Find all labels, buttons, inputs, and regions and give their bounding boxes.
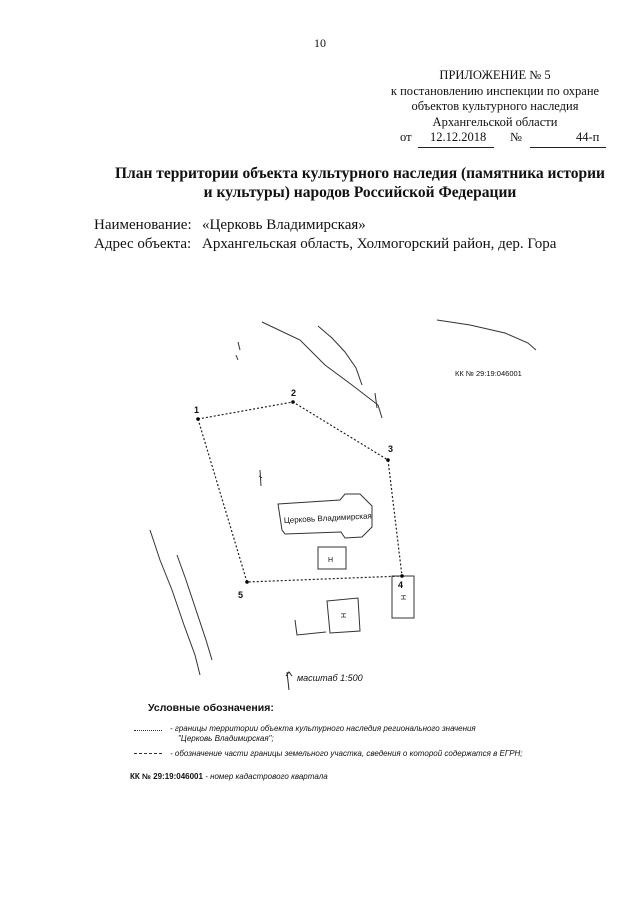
road-line-top	[262, 322, 382, 418]
legend-swatch-territory	[134, 730, 162, 731]
building-label-2: Н	[401, 594, 408, 600]
point-label-5: 5	[238, 590, 244, 600]
point-label-3: 3	[388, 444, 394, 454]
church-label: Церковь Владимирская	[283, 511, 372, 525]
legend-swatch-egrn	[134, 753, 162, 754]
scale-label: масштаб 1:500	[297, 673, 363, 683]
road-stub-top	[375, 393, 377, 408]
legend-item-territory-line-2: "Церковь Владимирская";	[178, 733, 274, 743]
name-value: «Церковь Владимирская»	[202, 217, 366, 233]
appendix-line-3: Архангельской области	[432, 114, 558, 129]
point-label-4: 4	[398, 580, 404, 590]
document-title-line-2: и культуры) народов Российской Федерации	[203, 184, 517, 201]
legend-cadastral-code: КК № 29:19:046001	[130, 772, 203, 781]
boundary-point-2	[291, 400, 295, 404]
point-label-1: 1	[194, 405, 200, 415]
boundary-point-3	[386, 458, 390, 462]
address-label: Адрес объекта:	[94, 236, 192, 252]
road-line-left	[150, 530, 200, 675]
legend-item-egrn: - обозначение части границы земельного участка, сведения о которой содержатся в ЕГРН;	[170, 749, 523, 758]
road-stub-left	[236, 342, 240, 360]
building-label-1: Н	[328, 557, 334, 564]
road-line-top-right	[437, 320, 536, 350]
legend-cadastral-text: - номер кадастрового квартала	[205, 772, 328, 781]
boundary-point-5	[245, 580, 249, 584]
address-value: Архангельская область, Холмогорский район, дер. Гора	[202, 236, 557, 252]
order-date: 12.12.2018	[430, 130, 487, 144]
territory-boundary	[198, 402, 402, 582]
legend-item-cadastral	[130, 772, 328, 781]
page-number: 10	[314, 36, 326, 50]
appendix-line-1: к постановлению инспекции по охране	[390, 83, 600, 98]
building-outline-lower	[295, 620, 326, 635]
road-line-left-inner	[177, 555, 212, 660]
point-label-2: 2	[291, 388, 297, 398]
road-stub-mid	[259, 470, 262, 486]
number-prefix: №	[510, 130, 522, 144]
scale-arrow-icon	[286, 672, 292, 690]
appendix-line-2: объектов культурного наследия	[411, 99, 579, 113]
boundary-point-1	[196, 417, 200, 421]
name-label: Наименование:	[94, 217, 192, 233]
legend-item-territory	[170, 724, 476, 743]
document-title-line-1: План территории объекта культурного наследия (памятника истории	[115, 165, 605, 182]
legend-item-territory-line-1: - границы территории объекта культурного наследия регионального значения	[170, 724, 476, 733]
order-number: 44-п	[576, 130, 600, 144]
cadastral-quarter-label: КК № 29:19:046001	[455, 369, 522, 378]
building-label-3: Н	[341, 612, 348, 618]
legend-title: Условные обозначения:	[148, 702, 274, 714]
boundary-point-4	[400, 574, 404, 578]
appendix-title: ПРИЛОЖЕНИЕ № 5	[439, 68, 551, 82]
date-prefix: от	[400, 130, 412, 144]
